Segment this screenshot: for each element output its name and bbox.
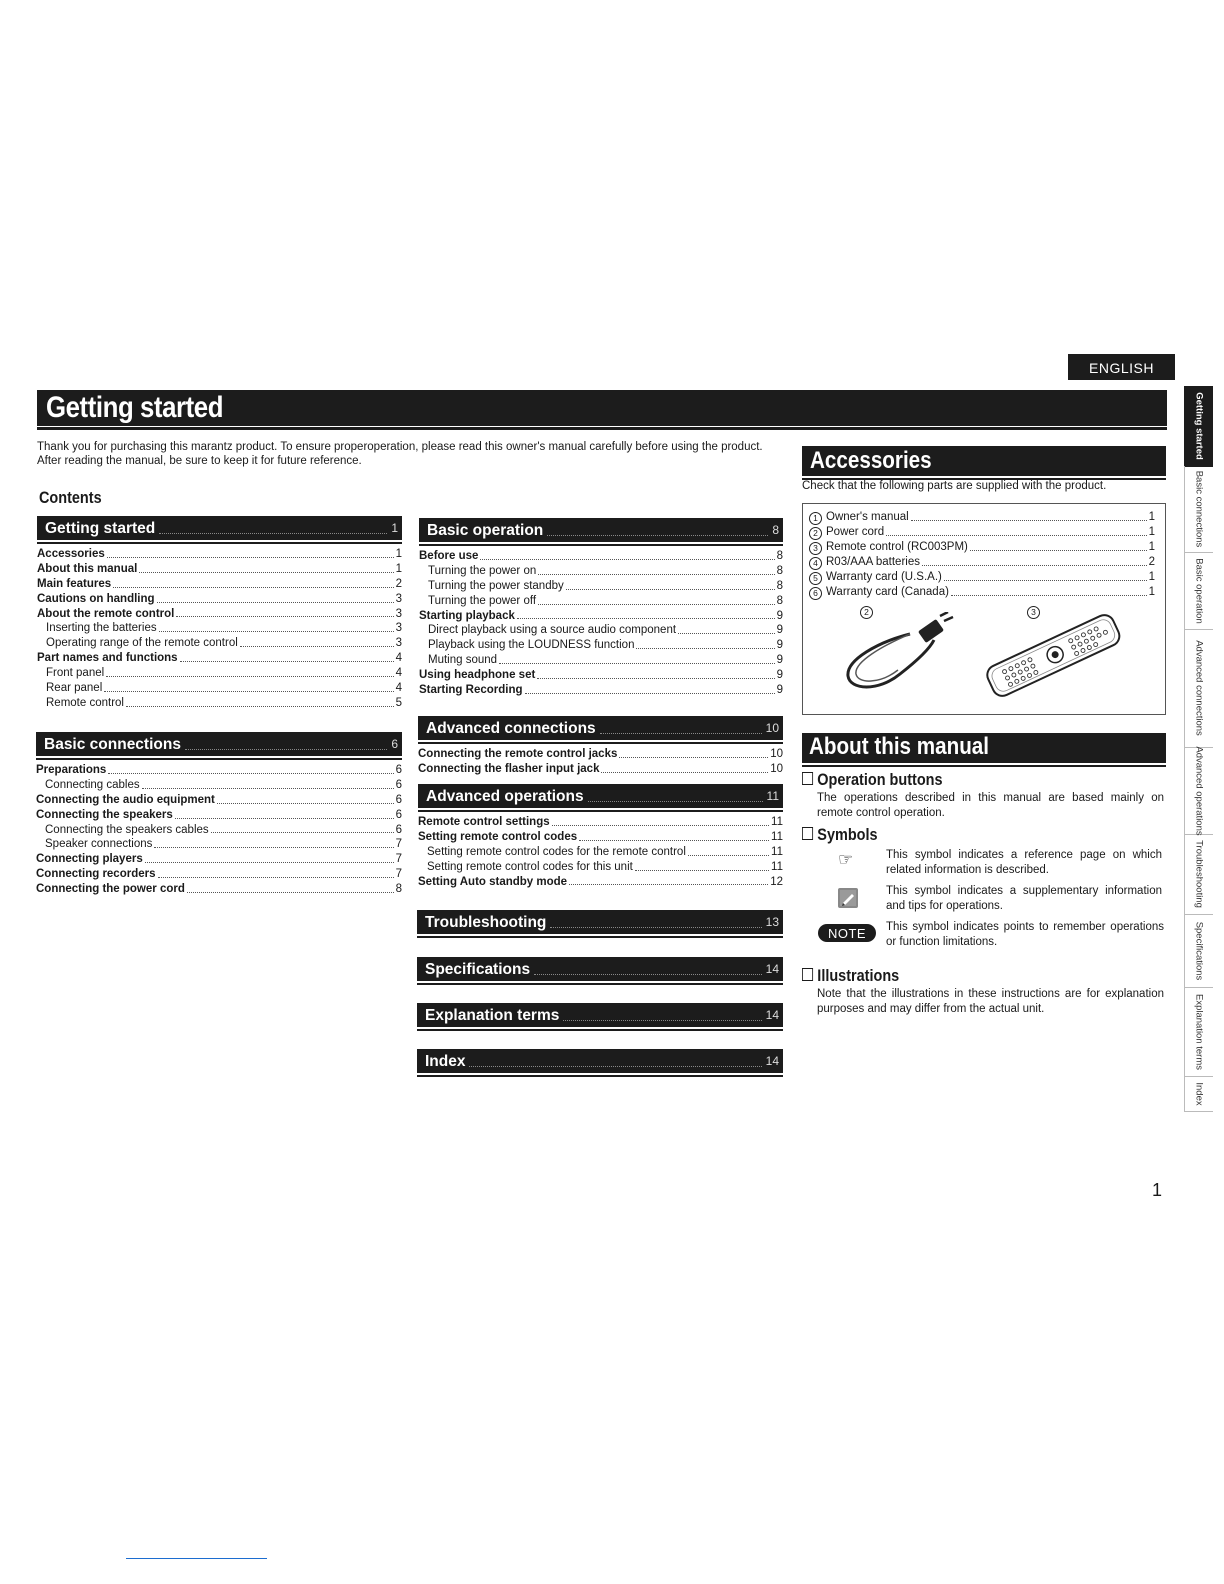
toc-section-title[interactable] <box>36 732 402 756</box>
accessory-quantity: 1 <box>1148 526 1155 538</box>
side-tab-label: Advanced operations <box>1193 745 1205 836</box>
section-rule <box>36 758 402 760</box>
leader-dots <box>139 572 393 573</box>
power-cord-illustration <box>838 612 958 694</box>
leader-dots <box>176 616 393 617</box>
toc-entry-page: 8 <box>776 564 783 577</box>
side-tab-specifications[interactable] <box>1184 914 1213 988</box>
section-page-number: 10 <box>765 720 779 735</box>
leader-dots <box>911 520 1147 521</box>
side-tab-index[interactable] <box>1184 1076 1213 1112</box>
side-tab-label: Advanced connections <box>1193 640 1205 736</box>
leader-dots <box>142 788 394 789</box>
toc-entry-page: 4 <box>395 652 402 665</box>
toc-entry-page: 6 <box>395 793 402 806</box>
toc-entry-label: Connecting the power cord <box>36 883 185 896</box>
leader-dots <box>211 832 394 833</box>
toc-entry-connecting-the-flasher-input-jack[interactable] <box>418 762 783 777</box>
symbol-note-text: This symbol indicates points to remember operations or function limitations. <box>886 921 1164 948</box>
side-tab-label: Specifications <box>1193 921 1205 980</box>
toc-entry-page: 9 <box>776 609 783 622</box>
side-tab-getting-started[interactable] <box>1184 386 1213 467</box>
toc-section-troubleshooting <box>417 910 783 941</box>
leader-dots <box>547 534 768 536</box>
toc-entry-label: Connecting the flasher input jack <box>418 762 600 775</box>
page-number: 1 <box>1152 1180 1163 1200</box>
toc-section-basic-connections <box>36 732 402 897</box>
toc-entry-direct-playback-using-a-source-audio-component[interactable] <box>419 623 783 638</box>
toc-entry-setting-remote-control-codes[interactable] <box>418 830 783 845</box>
section-page-number: 6 <box>391 736 398 751</box>
leader-dots <box>154 847 393 848</box>
toc-section-title[interactable] <box>417 957 783 981</box>
toc-entry-page: 7 <box>395 853 402 866</box>
accessory-quantity: 1 <box>1148 586 1155 598</box>
accessory-item-r03-aaa-batteries <box>809 555 1155 570</box>
section-rule <box>418 810 783 812</box>
accessory-item-power-cord <box>809 525 1155 540</box>
accessory-item-remote-control-rc003pm <box>809 540 1155 555</box>
item-number: 6 <box>809 587 822 600</box>
toc-entry-inserting-the-batteries[interactable] <box>37 621 402 636</box>
leader-dots <box>552 825 769 826</box>
side-tab-label: Troubleshooting <box>1193 840 1205 908</box>
section-title-text: Basic connections <box>44 735 181 753</box>
operation-buttons-heading: Operation buttons <box>802 770 943 790</box>
item-number: 5 <box>809 572 822 585</box>
toc-entry-page: 6 <box>395 763 402 776</box>
leader-dots <box>600 732 762 734</box>
symbol-reference-text: This symbol indicates a reference page on which related information is described. <box>886 849 1162 876</box>
leader-dots <box>106 676 393 677</box>
toc-entry-label: Connecting the remote control jacks <box>418 747 618 760</box>
pencil-note-icon <box>838 888 858 908</box>
toc-entry-starting-playback[interactable] <box>419 609 783 624</box>
toc-entry-label: Turning the power off <box>428 594 537 607</box>
toc-entry-cautions-on-handling[interactable] <box>37 592 402 607</box>
leader-dots <box>619 757 768 758</box>
toc-entry-label: Connecting the speakers <box>36 808 173 821</box>
leader-dots <box>158 877 394 878</box>
toc-entry-label: Part names and functions <box>37 652 178 665</box>
toc-section-title[interactable] <box>419 518 783 542</box>
toc-entry-page: 7 <box>395 868 402 881</box>
accessory-item-warranty-card-u-s-a <box>809 570 1155 585</box>
toc-entry-label: Setting remote control codes for the remote control <box>427 845 686 858</box>
toc-entry-setting-remote-control-codes-for-the-remote-control[interactable] <box>418 845 783 860</box>
accessory-label: Remote control (RC003PM) <box>826 541 968 553</box>
toc-entry-connecting-players[interactable] <box>36 852 402 867</box>
accessory-quantity: 1 <box>1148 541 1155 553</box>
toc-entry-connecting-the-remote-control-jacks[interactable] <box>418 747 783 762</box>
intro-text <box>37 441 767 468</box>
leader-dots <box>107 557 394 558</box>
section-title-text: Specifications <box>425 960 531 978</box>
toc-entry-label: Remote control <box>46 696 124 709</box>
toc-section-index <box>417 1049 783 1080</box>
toc-entry-label: Speaker connections <box>45 838 153 851</box>
toc-entry-rear-panel[interactable] <box>37 681 402 696</box>
accessories-intro: Check that the following parts are supplied with the product. <box>802 480 1107 492</box>
toc-entry-label: Preparations <box>36 763 107 776</box>
toc-entry-connecting-the-audio-equipment[interactable] <box>36 793 402 808</box>
language-badge: ENGLISH <box>1068 354 1175 380</box>
leader-dots <box>944 580 1147 581</box>
leader-dots <box>563 1019 761 1021</box>
toc-entry-connecting-the-speakers[interactable] <box>36 808 402 823</box>
leader-dots <box>635 870 769 871</box>
section-rule <box>418 742 783 744</box>
toc-section-advanced-connections <box>418 716 783 777</box>
toc-entry-label: About the remote control <box>37 607 175 620</box>
toc-section-getting-started <box>37 516 402 711</box>
accessory-label: Power cord <box>826 526 885 538</box>
illustrations-heading: Illustrations <box>802 966 899 986</box>
toc-entry-using-headphone-set[interactable] <box>419 668 783 683</box>
accessory-quantity: 1 <box>1148 571 1155 583</box>
side-tab-troubleshooting[interactable] <box>1184 834 1213 915</box>
side-tab-advanced-operations[interactable] <box>1184 747 1213 835</box>
checkbox-square-icon <box>802 772 813 785</box>
leader-dots <box>569 884 768 885</box>
toc-entry-page: 11 <box>771 845 783 858</box>
toc-entry-label: Starting playback <box>419 609 515 622</box>
toc-section-title[interactable] <box>417 910 783 934</box>
section-rule <box>417 1075 783 1077</box>
toc-entry-turning-the-power-on[interactable] <box>419 564 783 579</box>
toc-entry-page: 11 <box>771 830 783 843</box>
toc-section-advanced-operations <box>418 784 783 889</box>
toc-entry-setting-auto-standby-mode[interactable] <box>418 875 783 890</box>
illustrations-text: Note that the illustrations in these instructions are for explanation purposes and may differ from the actual unit. <box>817 988 1164 1015</box>
toc-entry-label: Starting Recording <box>419 684 523 696</box>
toc-entry-page: 9 <box>776 669 783 682</box>
toc-entry-before-use[interactable] <box>419 549 783 564</box>
intro-line-1: Thank you for purchasing this marantz product. To ensure properoperation, please read this owner's manual carefully before using the product. <box>37 441 763 453</box>
leader-dots <box>126 706 394 707</box>
side-tab-label: Explanation terms <box>1193 993 1205 1070</box>
leader-dots <box>970 550 1147 551</box>
leader-dots <box>601 772 768 773</box>
section-page-number: 14 <box>765 1053 779 1068</box>
remote-control-label: 3 <box>1027 603 1044 621</box>
leader-dots <box>175 818 394 819</box>
section-rule <box>417 936 783 938</box>
toc-entry-page: 10 <box>770 747 783 760</box>
toc-entry-page: 2 <box>395 577 402 590</box>
toc-entry-turning-the-power-standby[interactable] <box>419 579 783 594</box>
section-title-text: Getting started <box>45 519 156 537</box>
leader-dots <box>469 1065 761 1067</box>
toc-section-basic-operation <box>419 518 783 698</box>
remote-control-illustration <box>980 610 1125 700</box>
about-manual-rule <box>802 765 1166 767</box>
toc-entry-label: Front panel <box>46 667 105 680</box>
accessory-label: Warranty card (Canada) <box>826 586 949 598</box>
leader-dots <box>157 602 394 603</box>
toc-entry-label: Muting sound <box>428 654 498 667</box>
side-tab-label: Index <box>1193 1081 1205 1106</box>
leader-dots <box>517 618 775 619</box>
power-cord-label: 2 <box>860 603 877 621</box>
toc-entry-page: 8 <box>776 579 783 592</box>
toc-entry-setting-remote-control-codes-for-this-unit[interactable] <box>418 860 783 875</box>
leader-dots <box>108 773 393 774</box>
leader-dots <box>538 604 775 605</box>
side-tab-explanation-terms[interactable] <box>1184 987 1213 1077</box>
toc-entry-label: Connecting recorders <box>36 868 156 881</box>
about-manual-title: About this manual <box>809 733 990 760</box>
toc-entry-accessories[interactable] <box>37 547 402 562</box>
accessory-item-owner-s-manual <box>809 510 1155 525</box>
item-number: 2 <box>809 527 822 540</box>
toc-section-title[interactable] <box>418 716 783 740</box>
item-number: 4 <box>809 557 822 570</box>
toc-section-specifications <box>417 957 783 988</box>
toc-entry-front-panel[interactable] <box>37 666 402 681</box>
symbol-supplementary-text: This symbol indicates a supplementary information and tips for operations. <box>886 885 1162 912</box>
section-title-text: Troubleshooting <box>425 913 547 931</box>
section-title-text: Index <box>425 1052 466 1070</box>
toc-entry-preparations[interactable] <box>36 763 402 778</box>
toc-entry-connecting-the-speakers-cables[interactable] <box>36 823 402 838</box>
toc-entry-page: 8 <box>395 883 402 896</box>
toc-entry-connecting-recorders[interactable] <box>36 867 402 882</box>
toc-entry-label: Setting Auto standby mode <box>418 875 568 888</box>
toc-entry-turning-the-power-off[interactable] <box>419 594 783 609</box>
leader-dots <box>499 663 775 664</box>
leader-dots <box>566 589 775 590</box>
leader-dots <box>550 926 761 928</box>
toc-entry-page: 11 <box>771 815 783 828</box>
toc-entry-page: 3 <box>395 637 402 650</box>
leader-dots <box>217 803 394 804</box>
section-page-number: 13 <box>765 914 779 929</box>
side-tab-label: Basic operation <box>1193 557 1205 624</box>
toc-entry-page: 7 <box>395 838 402 851</box>
accessory-item-warranty-card-canada <box>809 585 1155 600</box>
toc-entry-label: Connecting the speakers cables <box>45 823 209 836</box>
section-rule <box>419 544 783 546</box>
toc-entry-page: 6 <box>395 778 402 791</box>
toc-entry-page: 1 <box>395 547 402 560</box>
accessories-list <box>809 510 1155 600</box>
toc-entry-page: 3 <box>395 592 402 605</box>
leader-dots <box>145 862 394 863</box>
checkbox-square-icon <box>802 968 813 981</box>
toc-entry-page: 1 <box>395 562 402 575</box>
leader-dots <box>159 631 394 632</box>
toc-entry-label: Main features <box>37 577 112 590</box>
page-title: Getting started <box>46 391 224 424</box>
toc-entry-label: Cautions on handling <box>37 592 155 605</box>
leader-dots <box>922 565 1147 566</box>
section-rule <box>37 542 402 544</box>
toc-entry-main-features[interactable] <box>37 577 402 592</box>
leader-dots <box>678 633 775 634</box>
side-tab-label: Basic connections <box>1193 470 1205 548</box>
toc-entry-page: 9 <box>776 654 783 667</box>
section-title-text: Advanced operations <box>426 787 584 805</box>
leader-dots <box>538 574 774 575</box>
side-tab-basic-connections[interactable] <box>1184 466 1213 553</box>
leader-dots <box>588 800 763 802</box>
toc-entry-remote-control-settings[interactable] <box>418 815 783 830</box>
leader-dots <box>187 892 394 893</box>
toc-entry-label: Connecting the audio equipment <box>36 793 215 806</box>
side-tab-advanced-connections[interactable] <box>1184 629 1213 748</box>
toc-entry-page: 6 <box>395 823 402 836</box>
leader-dots <box>579 840 769 841</box>
leader-dots <box>104 691 393 692</box>
toc-entry-page: 6 <box>395 808 402 821</box>
section-title-text: Explanation terms <box>425 1006 560 1024</box>
accessories-title: Accessories <box>810 447 932 474</box>
item-number: 3 <box>809 542 822 555</box>
pointing-hand-icon: ☞ <box>838 850 854 869</box>
item-number: 1 <box>809 512 822 525</box>
toc-entry-label: Setting remote control codes <box>418 830 578 843</box>
toc-entry-label: Before use <box>419 549 479 562</box>
toc-entry-label: Remote control settings <box>418 815 550 828</box>
toc-section-title[interactable] <box>37 516 402 540</box>
leader-dots <box>636 648 774 649</box>
section-page-number: 1 <box>391 520 398 535</box>
toc-section-title[interactable] <box>417 1003 783 1027</box>
toc-entry-page: 9 <box>776 624 783 637</box>
section-page-number: 14 <box>765 961 779 976</box>
toc-entry-label: Connecting cables <box>45 778 140 791</box>
toc-entry-label: Turning the power on <box>428 564 537 577</box>
side-tab-navigation <box>1184 386 1214 1106</box>
toc-entry-page: 8 <box>776 594 783 607</box>
section-title-text: Advanced connections <box>426 719 596 737</box>
operation-buttons-text: The operations described in this manual are based mainly on remote control operation. <box>817 792 1164 819</box>
toc-entry-connecting-the-power-cord[interactable] <box>36 882 402 897</box>
footer-rule <box>126 1558 267 1559</box>
toc-entry-label: Setting remote control codes for this unit <box>427 860 633 873</box>
section-title-text: Basic operation <box>427 521 544 539</box>
side-tab-label: Getting started <box>1193 392 1205 460</box>
section-page-number: 8 <box>772 522 779 537</box>
side-tab-basic-operation[interactable] <box>1184 552 1213 630</box>
toc-entry-page: 3 <box>395 622 402 635</box>
leader-dots <box>180 661 394 662</box>
toc-entry-page: 4 <box>395 682 402 694</box>
leader-dots <box>688 855 769 856</box>
leader-dots <box>886 535 1146 536</box>
section-page-number: 14 <box>765 1007 779 1022</box>
leader-dots <box>113 587 393 588</box>
toc-entry-label: About this manual <box>37 562 138 575</box>
toc-entry-connecting-cables[interactable] <box>36 778 402 793</box>
toc-entry-playback-using-the-loudness-function[interactable] <box>419 638 783 653</box>
toc-entry-label: Turning the power standby <box>428 579 564 592</box>
accessory-quantity: 1 <box>1148 511 1155 523</box>
checkbox-square-icon <box>802 827 813 840</box>
toc-entry-label: Connecting players <box>36 853 143 866</box>
leader-dots <box>951 595 1147 596</box>
toc-entry-page: 12 <box>770 875 783 888</box>
section-page-number: 11 <box>766 788 779 803</box>
toc-section-title[interactable] <box>418 784 783 808</box>
section-rule <box>417 1029 783 1031</box>
section-rule <box>417 983 783 985</box>
toc-entry-about-this-manual[interactable] <box>37 562 402 577</box>
leader-dots <box>537 678 774 679</box>
toc-entry-page: 3 <box>395 607 402 620</box>
toc-entry-page: 8 <box>776 549 783 562</box>
leader-dots <box>480 559 774 560</box>
leader-dots <box>240 646 394 647</box>
toc-entry-about-the-remote-control[interactable] <box>37 607 402 622</box>
symbols-heading: Symbols <box>802 825 878 845</box>
toc-entry-label: Rear panel <box>46 682 103 694</box>
contents-heading: Contents <box>39 488 102 507</box>
accessory-label: R03/AAA batteries <box>826 556 920 568</box>
toc-entry-label: Operating range of the remote control <box>46 637 238 650</box>
accessory-label: Warranty card (U.S.A.) <box>826 571 942 583</box>
toc-entry-label: Using headphone set <box>419 669 536 682</box>
toc-entry-speaker-connections[interactable] <box>36 837 402 852</box>
toc-entry-label: Accessories <box>37 547 105 560</box>
toc-section-explanation-terms <box>417 1003 783 1034</box>
toc-section-title[interactable] <box>417 1049 783 1073</box>
leader-dots <box>534 973 762 975</box>
toc-entry-page: 9 <box>776 684 783 696</box>
accessory-quantity: 2 <box>1148 556 1155 568</box>
leader-dots <box>525 693 775 694</box>
intro-line-2: After reading the manual, be sure to keep it for future reference. <box>37 454 362 467</box>
toc-entry-label: Direct playback using a source audio component <box>428 624 677 637</box>
toc-entry-label: Playback using the LOUDNESS function <box>428 639 635 652</box>
note-badge-icon: NOTE <box>818 924 876 942</box>
toc-entry-page: 9 <box>776 639 783 652</box>
toc-entry-label: Inserting the batteries <box>46 622 157 635</box>
toc-entry-operating-range-of-the-remote-control[interactable] <box>37 636 402 651</box>
toc-entry-part-names-and-functions[interactable] <box>37 651 402 666</box>
toc-entry-page: 4 <box>395 667 402 680</box>
toc-entry-page: 10 <box>770 762 783 775</box>
leader-dots <box>159 532 387 534</box>
toc-entry-muting-sound[interactable] <box>419 653 783 668</box>
toc-entry-page: 11 <box>771 860 783 873</box>
toc-entry-remote-control[interactable] <box>37 696 402 711</box>
toc-entry-starting-recording[interactable] <box>419 683 783 698</box>
toc-entry-page: 5 <box>395 696 402 709</box>
leader-dots <box>185 748 387 750</box>
accessory-label: Owner's manual <box>826 511 909 523</box>
